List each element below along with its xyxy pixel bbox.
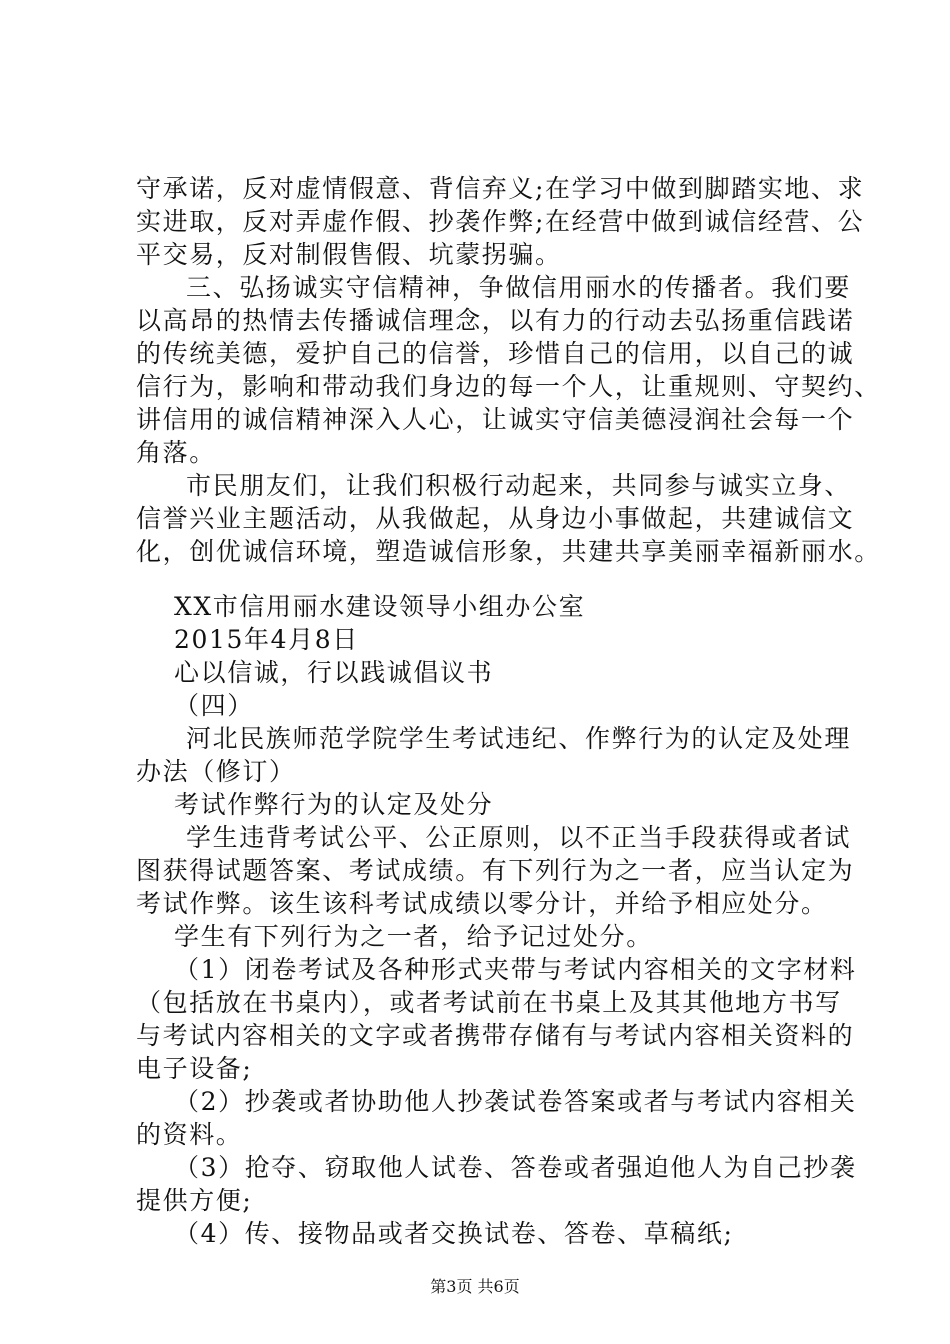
regulation-title-line: 办法（修订） (136, 757, 296, 786)
signature-date: 2015年4月8日 (174, 625, 359, 654)
list-item-2-line: 的资料。 (136, 1120, 243, 1149)
body-text-line: 平交易，反对制假售假、坑蒙拐骗。 (136, 240, 562, 269)
body-text-line: 以高昂的热情去传播诚信理念，以有力的行动去弘扬重信践诺 (136, 306, 855, 335)
list-item-3-line: （3）抢夺、窃取他人试卷、答卷或者强迫他人为自己抄袭 (174, 1153, 857, 1182)
body-text-line: 实进取，反对弄虚作假、抄袭作弊;在经营中做到诚信经营、公 (136, 207, 865, 236)
regulation-title-line: 河北民族师范学院学生考试违纪、作弊行为的认定及处理 (186, 724, 852, 753)
document-title: 心以信诚，行以践诚倡议书 (174, 658, 494, 687)
body-text-line: 图获得试题答案、考试成绩。有下列行为之一者，应当认定为 (136, 856, 855, 885)
list-item-1-line: （包括放在书桌内），或者考试前在书桌上及其其他地方书写 (136, 988, 842, 1017)
list-item-3-line: 提供方便; (136, 1186, 253, 1215)
list-item-2-line: （2）抄袭或者协助他人抄袭试卷答案或者与考试内容相关 (174, 1087, 857, 1116)
body-text-line: 信誉兴业主题活动，从我做起，从身边小事做起，共建诚信文 (136, 504, 855, 533)
subsection-heading: 考试作弊行为的认定及处分 (174, 790, 494, 819)
section-number: （四） (174, 691, 254, 720)
body-text-line: 考试作弊。该生该科考试成绩以零分计，并给予相应处分。 (136, 889, 828, 918)
signature-organization: XX市信用丽水建设领导小组办公室 (174, 592, 586, 621)
paragraph-start-line: 学生有下列行为之一者，给予记过处分。 (174, 922, 653, 951)
body-text-line: 守承诺，反对虚情假意、背信弃义;在学习中做到脚踏实地、求 (136, 174, 865, 203)
list-item-1-line: 与考试内容相关的文字或者携带存储有与考试内容相关资料的 (136, 1021, 855, 1050)
list-item-1-line: （1）闭卷考试及各种形式夹带与考试内容相关的文字材料 (174, 955, 857, 984)
body-text-line: 的传统美德，爱护自己的信誉，珍惜自己的信用，以自己的诚 (136, 339, 855, 368)
paragraph-start-line: 学生违背考试公平、公正原则，以不正当手段获得或者试 (186, 823, 852, 852)
body-text-line: 角落。 (136, 438, 216, 467)
section-heading-three: 三、弘扬诚实守信精神，争做信用丽水的传播者。我们要 (186, 273, 852, 302)
body-text-line: 信行为，影响和带动我们身边的每一个人，让重规则、守契约、 (136, 372, 881, 401)
page-number-footer: 第3页 共6页 (430, 1277, 520, 1296)
list-item-4-line: （4）传、接物品或者交换试卷、答卷、草稿纸; (174, 1219, 734, 1248)
paragraph-start-line: 市民朋友们，让我们积极行动起来，共同参与诚实立身、 (186, 471, 852, 500)
body-text-line: 讲信用的诚信精神深入人心，让诚实守信美德浸润社会每一个 (136, 405, 855, 434)
body-text-line: 化，创优诚信环境，塑造诚信形象，共建共享美丽幸福新丽水。 (136, 537, 881, 566)
list-item-1-line: 电子设备; (136, 1054, 253, 1083)
